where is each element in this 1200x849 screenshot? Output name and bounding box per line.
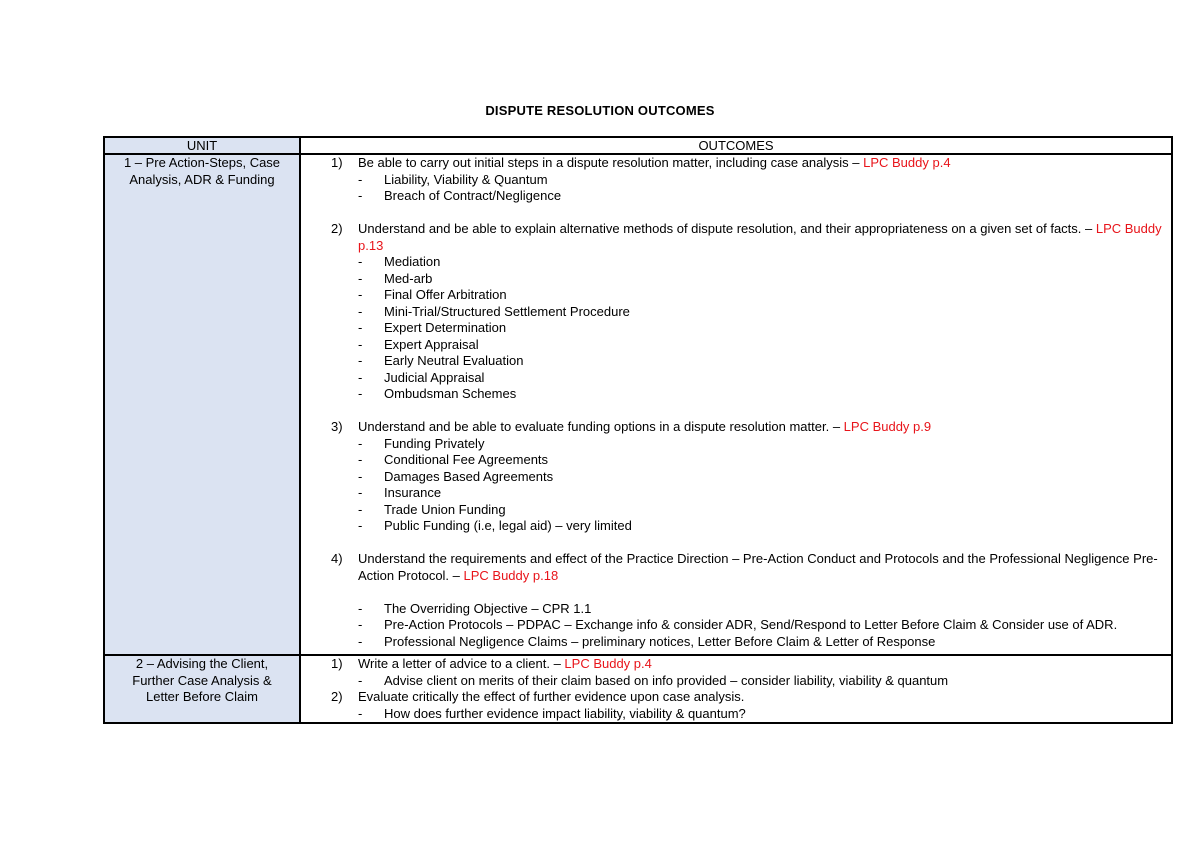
outcome-number: 1) bbox=[331, 656, 343, 671]
bullet-item: - Liability, Viability & Quantum bbox=[358, 171, 548, 187]
outcome-reference: LPC Buddy p.4 bbox=[863, 155, 951, 170]
bullet-item: - Funding Privately bbox=[358, 435, 485, 451]
unit-header: UNIT bbox=[104, 137, 300, 154]
bullet-item: - Advise client on merits of their claim based on info provided – consider liability, viability & quantum bbox=[358, 672, 949, 688]
bullet-list bbox=[301, 254, 1171, 403]
outcome-item bbox=[301, 221, 1171, 254]
bullet-item: - Breach of Contract/Negligence bbox=[358, 188, 562, 203]
bullet-list bbox=[301, 601, 1171, 651]
outcome-number: 4) bbox=[331, 551, 343, 566]
outcome-item bbox=[301, 419, 1171, 436]
bullet-list bbox=[301, 436, 1171, 535]
table-row bbox=[104, 655, 1172, 723]
unit-line: 1 – Pre Action-Steps, Case bbox=[123, 155, 281, 170]
outcome-text: Understand the requirements and effect of the Practice Direction – Pre-Action Conduct and Protocols and the Professional Negligence Pre-Action Protocol. – bbox=[358, 551, 1158, 583]
bullet-item: - The Overriding Objective – CPR 1.1 bbox=[358, 600, 592, 616]
unit-cell bbox=[104, 154, 300, 655]
outcomes-table bbox=[103, 136, 1173, 724]
bullet-item: - Mediation bbox=[358, 254, 441, 269]
unit-line: Analysis, ADR & Funding bbox=[129, 171, 275, 187]
bullet-item: - Ombudsman Schemes bbox=[358, 386, 517, 401]
bullet-item: - Mini-Trial/Structured Settlement Procedure bbox=[358, 303, 630, 319]
unit-line: Further Case Analysis & bbox=[132, 672, 272, 688]
bullet-list bbox=[301, 706, 1171, 723]
bullet-item: - Pre-Action Protocols – PDPAC – Exchange info & consider ADR, Send/Respond to Letter Before Claim & Consider use of ADR. bbox=[358, 617, 1118, 632]
bullet-item: - Professional Negligence Claims – preliminary notices, Letter Before Claim & Letter of Response bbox=[358, 633, 936, 649]
outcome-item bbox=[301, 656, 1171, 673]
bullet-item: - Damages Based Agreements bbox=[358, 468, 554, 484]
outcome-reference: LPC Buddy p.9 bbox=[843, 419, 932, 434]
outcome-number: 2) bbox=[331, 221, 343, 236]
outcomes-cell bbox=[300, 154, 1172, 655]
bullet-item: - Med-arb bbox=[358, 270, 433, 286]
unit-line: 2 – Advising the Client, bbox=[135, 656, 269, 671]
outcome-number: 1) bbox=[331, 155, 343, 170]
outcome-text: Evaluate critically the effect of further evidence upon case analysis. bbox=[358, 689, 745, 704]
bullet-item: - Trade Union Funding bbox=[358, 501, 506, 517]
bullet-item: - Public Funding (i.e, legal aid) – very limited bbox=[358, 518, 632, 533]
outcome-number: 3) bbox=[331, 419, 343, 434]
bullet-item: - Early Neutral Evaluation bbox=[358, 353, 524, 368]
outcomes-header: OUTCOMES bbox=[300, 137, 1172, 154]
bullet-item: - Conditional Fee Agreements bbox=[358, 452, 549, 467]
outcome-item bbox=[301, 689, 1171, 706]
table-header-row bbox=[104, 137, 1172, 154]
outcome-item bbox=[301, 155, 1171, 172]
outcome-text: Understand and be able to explain alternative methods of dispute resolution, and their appropriateness on a given set of facts. – bbox=[358, 221, 1096, 236]
bullet-item: - Judicial Appraisal bbox=[358, 369, 485, 385]
bullet-item: - Expert Determination bbox=[358, 320, 507, 335]
outcome-item bbox=[301, 551, 1171, 584]
outcome-reference: LPC Buddy p.4 bbox=[564, 656, 652, 671]
document-title: DISPUTE RESOLUTION OUTCOMES bbox=[485, 103, 715, 118]
outcome-number: 2) bbox=[331, 689, 343, 704]
bullet-item: - Expert Appraisal bbox=[358, 336, 479, 352]
outcome-reference: LPC Buddy p.13 bbox=[358, 221, 1162, 253]
outcome-reference: LPC Buddy p.18 bbox=[463, 567, 559, 583]
outcomes-cell bbox=[300, 655, 1172, 723]
unit-cell bbox=[104, 655, 300, 723]
bullet-list bbox=[301, 172, 1171, 205]
unit-line: Letter Before Claim bbox=[146, 689, 258, 704]
table-row bbox=[104, 154, 1172, 655]
outcome-text: Be able to carry out initial steps in a dispute resolution matter, including case analysis – bbox=[358, 155, 864, 170]
bullet-item: - How does further evidence impact liability, viability & quantum? bbox=[358, 705, 746, 721]
bullet-item: - Final Offer Arbitration bbox=[358, 287, 507, 302]
outcome-text: Write a letter of advice to a client. – bbox=[358, 656, 565, 671]
bullet-list bbox=[301, 673, 1171, 690]
bullet-item: - Insurance bbox=[358, 485, 442, 500]
outcome-text: Understand and be able to evaluate funding options in a dispute resolution matter. – bbox=[358, 419, 844, 434]
